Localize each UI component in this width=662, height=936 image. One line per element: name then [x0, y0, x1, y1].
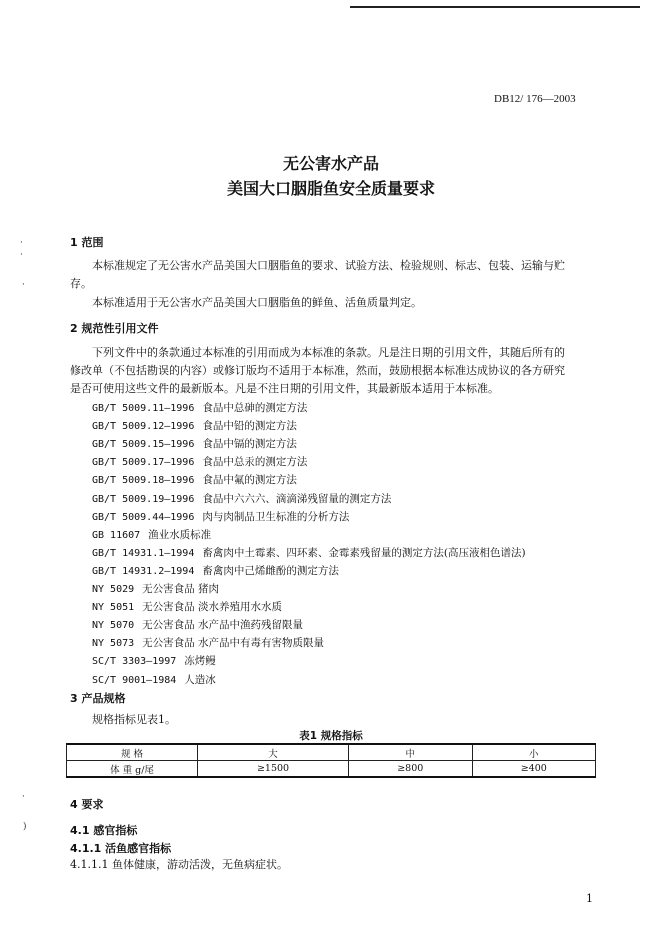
table-header-cell: 规 格 — [67, 744, 198, 761]
scan-mark: ) — [23, 822, 27, 832]
reference-code: GB/T 14931.2—1994 — [92, 565, 195, 577]
reference-item — [92, 527, 211, 542]
reference-title: 渔业水质标准 — [148, 528, 212, 541]
table-cell: 体 重 g/尾 — [67, 761, 198, 778]
reference-code: GB/T 5009.17—1996 — [92, 457, 195, 469]
title-line-2: 美国大口胭脂鱼安全质量要求 — [226, 179, 435, 198]
reference-item — [92, 617, 303, 632]
reference-title: 无公害食品 猪肉 — [142, 583, 219, 595]
scan-mark: · — [22, 792, 25, 802]
reference-code: GB/T 5009.15—1996 — [92, 439, 195, 451]
table-header-row — [67, 744, 596, 761]
header-rule — [350, 6, 640, 8]
section-2-para-1a: 下列文件中的条款通过本标准的引用而成为本标准的条款。凡是注日期的引用文件，其随后所有的 — [92, 346, 565, 359]
reference-title: 人造冰 — [184, 673, 216, 686]
section-1-para-1b: 存。 — [70, 277, 92, 290]
section-4-1-1-heading: 4.1.1 活鱼感官指标 — [70, 842, 172, 855]
reference-code: NY 5051 — [92, 602, 135, 614]
section-4-1-heading: 4.1 感官指标 — [70, 824, 138, 837]
table-header-cell: 小 — [472, 744, 596, 761]
reference-code: SC/T 9001—1984 — [92, 674, 177, 686]
reference-code: NY 5029 — [92, 584, 135, 595]
reference-item — [92, 635, 324, 650]
section-1-para-2: 本标准适用于无公害水产品美国大口胭脂鱼的鲜鱼、活鱼质量判定。 — [92, 296, 422, 309]
reference-code: NY 5070 — [92, 620, 135, 632]
standard-number: DB12/ 176—2003 — [494, 93, 576, 105]
reference-title: 无公害食品 水产品中有毒有害物质限量 — [142, 637, 324, 650]
page-number: 1 — [586, 892, 593, 905]
reference-title: 食品中六六六、滴滴涕残留量的测定方法 — [202, 492, 392, 505]
table-header-cell: 中 — [349, 744, 472, 761]
reference-title: 食品中总砷的测定方法 — [202, 402, 308, 414]
section-3-heading: 3 产品规格 — [70, 692, 126, 705]
reference-item — [92, 491, 391, 506]
reference-item — [92, 581, 219, 596]
table-cell: ≥1500 — [198, 761, 349, 778]
reference-item — [92, 563, 339, 578]
section-2-para-1b: 修改单（不包括勘误的内容）或修订版均不适用于本标准，然而，鼓励根据本标准达成协议的各方研究 — [70, 364, 565, 377]
reference-title: 食品中氟的测定方法 — [202, 474, 297, 487]
reference-title: 食品中镉的测定方法 — [202, 438, 297, 451]
section-4-1-1-1-para: 4.1.1.1 鱼体健康，游动活泼，无鱼病症状。 — [70, 858, 288, 871]
reference-code: NY 5073 — [92, 638, 135, 650]
reference-title: 食品中铅的测定方法 — [202, 420, 297, 433]
reference-item — [92, 672, 216, 687]
reference-item — [92, 653, 216, 668]
reference-title: 畜禽肉中己烯雌酚的测定方法 — [202, 564, 339, 577]
reference-item — [92, 545, 526, 560]
reference-code: GB/T 5009.18—1996 — [92, 475, 195, 487]
reference-title: 冻烤鳗 — [184, 655, 216, 668]
title-line-1: 无公害水产品 — [282, 154, 379, 173]
scan-mark: · — [20, 238, 23, 248]
reference-item — [92, 436, 297, 451]
reference-code: GB/T 5009.19—1996 — [92, 493, 195, 505]
section-2-para-1c: 是否可使用这些文件的最新版本。凡是不注日期的引用文件，其最新版本适用于本标准。 — [70, 382, 499, 395]
reference-code: GB/T 14931.1—1994 — [92, 547, 195, 559]
reference-item — [92, 454, 307, 469]
scan-mark: · — [20, 250, 23, 260]
section-4-heading: 4 要求 — [70, 798, 104, 811]
reference-title: 畜禽肉中土霉素、四环素、金霉素残留量的测定方法(高压液相色谱法) — [202, 546, 526, 559]
reference-title: 无公害食品 水产品中渔药残留限量 — [142, 619, 303, 632]
reference-code: GB/T 5009.12—1996 — [92, 421, 195, 433]
reference-title: 食品中总汞的测定方法 — [202, 456, 308, 469]
section-1-heading: 1 范围 — [70, 236, 104, 249]
table-cell: ≥800 — [349, 761, 472, 778]
table-row — [67, 761, 596, 778]
reference-title: 无公害食品 淡水养殖用水水质 — [142, 601, 282, 614]
reference-code: GB/T 5009.44—1996 — [92, 511, 195, 523]
reference-item — [92, 472, 297, 487]
reference-item — [92, 418, 297, 433]
reference-code: GB 11607 — [92, 529, 141, 541]
table-cell: ≥400 — [472, 761, 596, 778]
reference-code: SC/T 3303—1997 — [92, 656, 177, 668]
table-header-cell: 大 — [198, 744, 349, 761]
section-1-para-1a: 本标准规定了无公害水产品美国大口胭脂鱼的要求、试验方法、检验规则、标志、包装、运输与贮 — [92, 259, 565, 272]
reference-code: GB/T 5009.11—1996 — [92, 403, 195, 414]
scan-mark: · — [22, 280, 25, 290]
reference-item — [92, 400, 307, 415]
spec-table — [66, 743, 596, 778]
table-caption: 表1 规格指标 — [299, 730, 363, 742]
section-2-heading: 2 规范性引用文件 — [70, 322, 159, 335]
reference-title: 肉与肉制品卫生标准的分析方法 — [202, 510, 350, 523]
reference-item — [92, 599, 282, 614]
section-3-para: 规格指标见表1。 — [92, 713, 176, 726]
reference-item — [92, 509, 349, 524]
